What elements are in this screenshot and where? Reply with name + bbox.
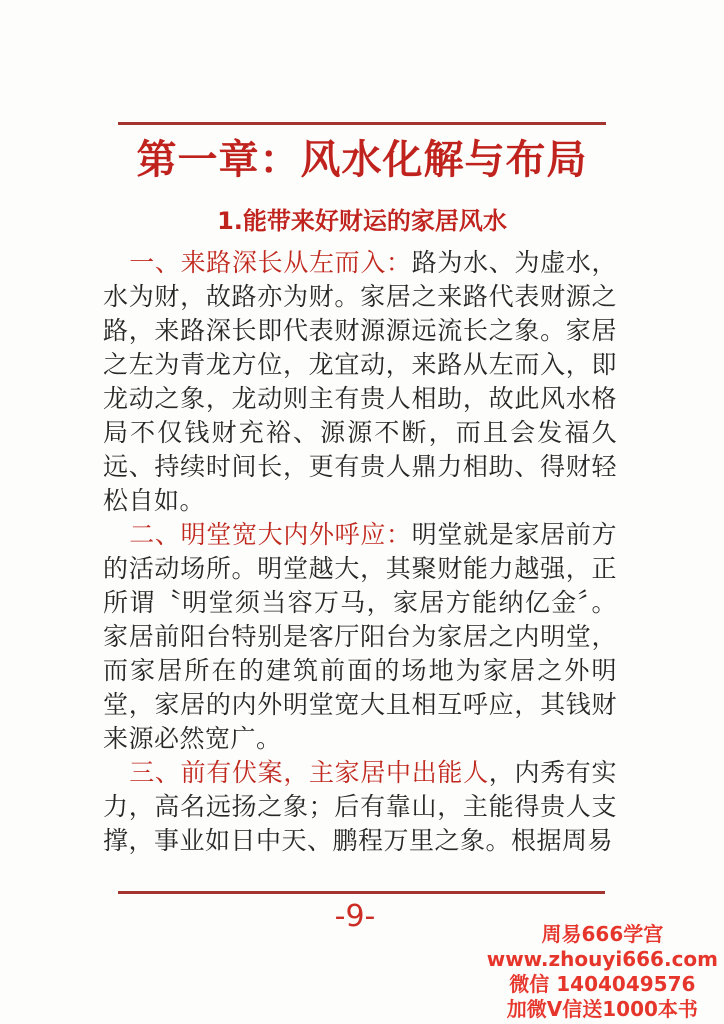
paragraph-text: 路为水、为虚水，水为财，故路亦为财。家居之来路代表财源之路，来路深长即代表财源源远流长之象。家居之左为青龙方位，龙宜动，来路从左而入，即龙动之象，龙动则主有贵人相助，故此风水格局不仅钱财充裕、源源不断，而且会发福久远、持续时间长，更有贵人鼎力相助、得财轻松自如。 <box>103 248 617 515</box>
paragraph <box>103 756 617 858</box>
section-title: 1.能带来好财运的家居风水 <box>217 207 507 235</box>
bottom-divider-rule <box>118 891 605 894</box>
paragraph <box>103 246 617 518</box>
paragraph-lead-phrase: 三、前有伏案，主家居中出能人 <box>129 758 489 787</box>
watermark-site-name: 周易666学宫 <box>541 922 664 946</box>
chapter-title: 第一章：风水化解与布局 <box>136 137 588 183</box>
top-divider-rule <box>118 122 606 125</box>
watermark-url: www.zhouyi666.com <box>486 947 718 971</box>
paragraph-lead-phrase: 一、来路深长从左而入： <box>129 248 412 277</box>
watermark-wechat-id: 微信 1404049576 <box>509 972 696 996</box>
paragraph <box>103 518 617 756</box>
watermark <box>487 922 718 1022</box>
watermark-promo-line: 加微V信送1000本书 <box>506 997 698 1021</box>
page-number: -9- <box>334 899 376 934</box>
paragraph-lead-phrase: 二、明堂宽大内外呼应： <box>129 520 412 549</box>
paragraph-text: 明堂就是家居前方的活动场所。明堂越大，其聚财能力越强，正所谓〝明堂须当容万马，家居方能纳亿金〞。家居前阳台特别是客厅阳台为家居之内明堂，而家居所在的建筑前面的场地为家居之外明堂，家居的内外明堂宽大且相互呼应，其钱财来源必然宽广。 <box>103 520 617 753</box>
paragraph-text: ，内秀有实力，高名远扬之象；后有靠山，主能得贵人支撑，事业如日中天、鹏程万里之象。根据周易 <box>103 758 617 855</box>
body-text-block <box>103 246 617 858</box>
